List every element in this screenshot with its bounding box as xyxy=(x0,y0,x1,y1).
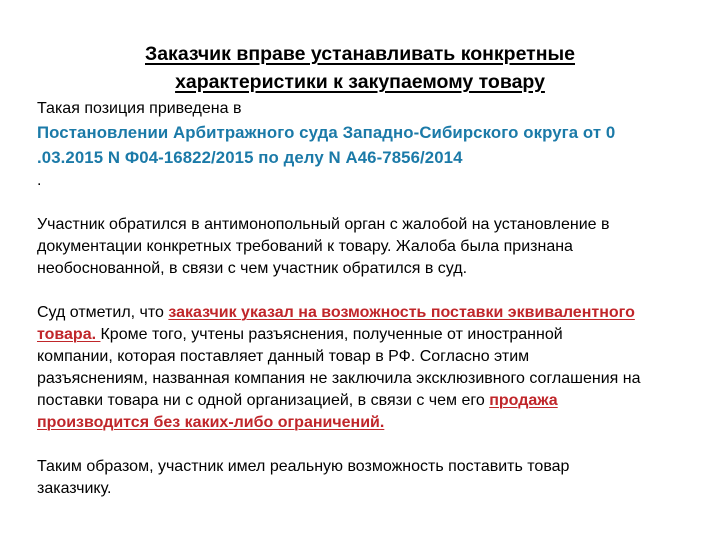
paragraph-line xyxy=(37,412,720,434)
court-decision-link[interactable] xyxy=(37,120,720,170)
paragraph-line xyxy=(37,390,720,412)
paragraph-text: Суд отметил, что xyxy=(37,304,169,321)
spacer xyxy=(37,280,720,302)
title-line-2: характеристики к закупаемому товару xyxy=(175,71,545,93)
paragraph-line xyxy=(37,324,720,346)
paragraph-line xyxy=(37,302,720,324)
paragraph-complaint xyxy=(37,214,720,280)
paragraph-line: Участник обратился в антимонопольный орган с жалобой на установление в xyxy=(37,216,610,233)
court-decision-link-line-1[interactable]: Постановлении Арбитражного суда Западно-Сибирского округа от 0 xyxy=(37,123,616,142)
title-line-1: Заказчик вправе устанавливать конкретные xyxy=(145,43,575,65)
intro-text: Такая позиция приведена в xyxy=(37,100,242,117)
court-decision-link-line-2[interactable]: .03.2015 N Ф04-16822/2015 по делу N А46-7856/2014 xyxy=(37,148,463,167)
paragraph-court xyxy=(37,302,720,434)
paragraph-line: компании, которая поставляет данный товар в РФ. Согласно этим xyxy=(37,348,530,365)
highlight-equivalent: заказчик указал на возможность поставки эквивалентного xyxy=(168,304,635,321)
highlight-sale-cont: производится без каких-либо ограничений. xyxy=(37,414,385,431)
paragraph-line: заказчику. xyxy=(37,480,112,497)
paragraph-line: разъяснениям, названная компания не заключила эксклюзивного соглашения на xyxy=(37,370,641,387)
paragraph-text: поставки товара ни с одной организацией, в связи с чем его xyxy=(37,392,490,409)
highlight-equivalent-cont: товара. xyxy=(37,326,101,343)
paragraph-conclusion xyxy=(37,456,720,500)
page-title xyxy=(0,40,720,96)
paragraph-line: необоснованной, в связи с чем участник обратился в суд. xyxy=(37,260,468,277)
spacer xyxy=(37,192,720,214)
intro-dot: . xyxy=(37,172,42,189)
paragraph-line: документации конкретных требований к товару. Жалоба была признана xyxy=(37,238,573,255)
paragraph-line: Таким образом, участник имел реальную возможность поставить товар xyxy=(37,458,570,475)
body-text xyxy=(37,98,720,500)
spacer xyxy=(37,434,720,456)
highlight-sale: продажа xyxy=(489,392,558,409)
paragraph-text: Кроме того, учтены разъяснения, полученные от иностранной xyxy=(100,326,563,343)
